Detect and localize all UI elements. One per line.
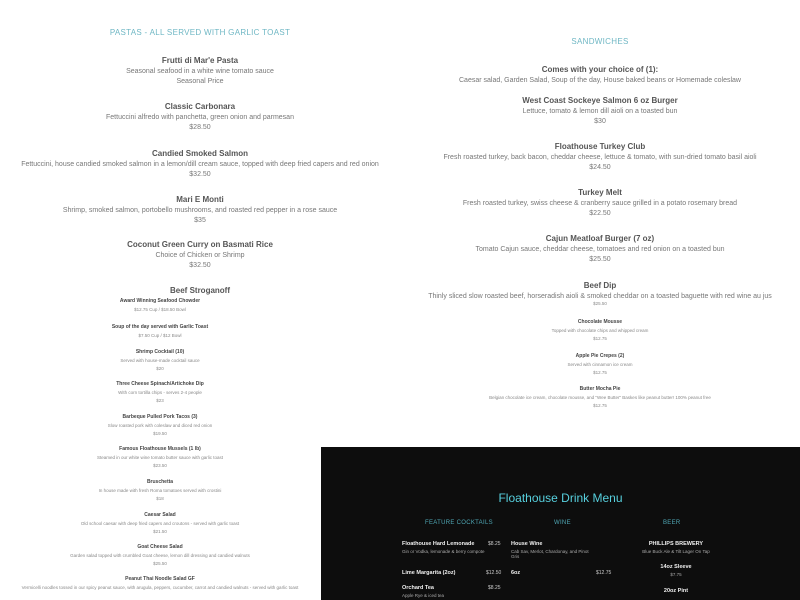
item-name: Award Winning Seafood Chowder [119, 298, 201, 304]
drink-desc: Cab Sav, Merlot, Chardonay, and Pinot Gris [511, 549, 589, 559]
item-name: Peanut Thai Noodle Salad GF [125, 576, 195, 582]
drink-price: $12.50 [486, 570, 502, 576]
item-desc: Served with house-made cocktail sauce [120, 358, 200, 363]
pastas-menu-panel [0, 0, 400, 296]
item-desc: Vermicelli noodles tossed in our spicy peanut sauce, with arugula, peppers, cucumber, carrot and candied walnuts - served with garlic toast [21, 585, 299, 590]
drink-item [402, 570, 455, 576]
item-desc: Fresh roasted turkey, swiss cheese & cranberry sauce grilled in a potato rosemary bread [462, 200, 738, 207]
item-desc: Garden salad topped with crumbled Goat cheese, lemon dill dressing and candied walnuts [70, 553, 250, 558]
item-name: Cajun Meatloaf Burger (7 oz) [545, 234, 655, 243]
item-price: $21.50 [153, 529, 167, 534]
menu-item [0, 576, 320, 590]
item-desc: In house made with fresh Roma tomatoes served with crostini [98, 488, 222, 493]
item-name: Barbeque Pulled Pork Tacos (3) [122, 414, 198, 420]
menu-item [0, 512, 320, 534]
drink-name: Lime Margarita (2oz) [402, 570, 456, 576]
menu-item [400, 234, 800, 263]
item-price: $20 [156, 366, 164, 371]
item-desc: Caesar salad, Garden Salad, Soup of the day, House baked beans or Homemade coleslaw [459, 77, 741, 84]
menu-item [400, 65, 800, 84]
menu-item [0, 240, 400, 269]
item-name: Turkey Melt [578, 188, 622, 197]
item-price: $22.50 [589, 210, 611, 217]
drink-item [402, 541, 502, 554]
drink-item [621, 564, 731, 577]
menu-item [0, 349, 320, 371]
menu-item [400, 386, 800, 408]
drink-name: 6oz [511, 570, 521, 576]
drink-desc: Gin or Vodka, lemonade & berry compote [402, 549, 485, 554]
item-price: $25.50 [589, 256, 611, 263]
menu-item [0, 56, 400, 85]
item-name: Chocolate Mousse [577, 319, 623, 325]
drink-name: House Wine [511, 541, 543, 547]
item-desc: Fettuccini alfredo with panchetta, green onion and parmesan [106, 114, 294, 121]
item-name: Candied Smoked Salmon [151, 149, 249, 158]
item-price: Seasonal Price [176, 78, 224, 85]
section-title: SANDWICHES [571, 37, 629, 46]
drink-name: Orchard Tea [402, 585, 434, 591]
item-name: Mari E Monti [176, 195, 224, 204]
item-name: Coconut Green Curry on Basmati Rice [127, 240, 273, 249]
drink-item [621, 588, 731, 594]
menu-item [400, 301, 800, 306]
drink-item [511, 570, 520, 576]
item-desc: Fresh roasted turkey, back bacon, cheddar cheese, lettuce & tomato, with sun-dried tomato basil aioli [443, 154, 757, 161]
column-title-cocktails: FEATURE COCKTAILS [425, 520, 493, 526]
item-name: Beef Dip [583, 281, 617, 290]
menu-item [0, 324, 320, 338]
drink-menu-title: Floathouse Drink Menu [498, 491, 623, 505]
item-price: $24.50 [589, 164, 611, 171]
item-name: Apple Pie Crepes (2) [575, 353, 625, 359]
item-desc: Served with cinnamon ice cream [567, 362, 633, 367]
item-price: $35 [194, 217, 206, 224]
item-name: Three Cheese Spinach/Artichoke Dip [116, 381, 204, 387]
item-name: Butter Mocha Pie [579, 386, 621, 392]
item-name: Shrimp Cocktail (10) [135, 349, 185, 355]
drink-desc: $7.75 [670, 572, 682, 577]
sandwiches-menu-panel [400, 0, 800, 300]
item-name: West Coast Sockeye Salmon 6 oz Burger [522, 96, 678, 105]
drink-item [511, 541, 597, 559]
item-desc: Lettuce, tomato & lemon dill aioli on a toasted bun [522, 108, 678, 115]
item-price: $28.50 [189, 124, 211, 131]
item-desc: Seasonal seafood in a white wine tomato sauce [126, 68, 274, 75]
item-desc: Choice of Chicken or Shrimp [155, 252, 245, 259]
item-price: $30 [594, 118, 606, 125]
item-name: Bruschetta [146, 479, 174, 485]
menu-item [0, 286, 400, 295]
menu-item [0, 381, 320, 403]
item-price: $12.75 Cup / $18.50 Bowl [134, 307, 186, 312]
drink-menu-panel [321, 447, 800, 600]
item-price: $12.75 [593, 336, 607, 341]
item-desc: Fettuccini, house candied smoked salmon in a lemon/dill cream sauce, topped with deep fried capers and red onion [21, 161, 379, 168]
menu-item [400, 319, 800, 341]
item-desc: Belgian chocolate ice cream, chocolate mousse, and "Wee Butter" Baskes like peanut butter! 100% peanut free [489, 395, 711, 400]
item-desc: Tomato Cajun sauce, cheddar cheese, tomatoes and red onion on a toasted bun [475, 246, 725, 253]
menu-item [400, 96, 800, 125]
section-title: PASTAS - ALL SERVED WITH GARLIC TOAST [109, 28, 291, 37]
drink-price: $12.75 [596, 570, 612, 576]
menu-item [400, 353, 800, 375]
drink-name: Floathouse Hard Lemonade [402, 541, 475, 547]
column-title-beer: BEER [663, 520, 681, 526]
item-price: $7.50 Cup / $12 Bowl [138, 333, 182, 338]
menu-item [0, 544, 320, 566]
item-desc: Steamed in our white wine tomato butter sauce with garlic toast [96, 455, 224, 460]
item-price: $12.75 [593, 403, 607, 408]
item-price: $25.50 [153, 561, 167, 566]
drink-name: 20oz Pint [663, 588, 689, 594]
item-price: $25.50 [593, 301, 607, 306]
item-price: $19.50 [153, 431, 167, 436]
menu-item [0, 149, 400, 178]
menu-item [0, 298, 320, 312]
drink-price: $8.25 [488, 585, 501, 591]
item-price: $32.50 [189, 262, 211, 269]
drink-price: $8.25 [488, 541, 501, 547]
item-name: Comes with your choice of (1): [541, 65, 659, 74]
item-name: Famous Floathouse Mussels (1 lb) [119, 446, 201, 452]
item-name: Floathouse Turkey Club [554, 142, 646, 151]
item-name: Goat Cheese Salad [137, 544, 183, 550]
item-price: $23 [156, 398, 164, 403]
item-name: Frutti di Mar'e Pasta [161, 56, 239, 65]
drink-item [402, 585, 444, 598]
drink-item [621, 541, 731, 554]
item-price: $32.50 [189, 171, 211, 178]
desserts-menu-panel [400, 296, 800, 446]
item-price: $12.75 [593, 370, 607, 375]
item-desc: Topped with chocolate chips and whipped cream [551, 328, 649, 333]
menu-item [0, 195, 400, 224]
menu-item [0, 102, 400, 131]
menu-item [400, 188, 800, 217]
menu-item [0, 479, 320, 501]
item-name: Classic Carbonara [164, 102, 236, 111]
menu-item [400, 142, 800, 171]
item-name: Soup of the day served with Garlic Toast [111, 324, 209, 330]
item-desc: Shrimp, smoked salmon, portobello mushrooms, and roasted red pepper in a rose sauce [62, 207, 338, 214]
item-price: $23.50 [153, 463, 167, 468]
item-desc: Slow roasted pork with coleslaw and diced red onion [107, 423, 213, 428]
drink-name: 14oz Sleeve [660, 564, 692, 570]
item-desc: Thinly sliced slow roasted beef, horseradish aioli & smoked cheddar on a toasted baguette with red wine au jus [428, 293, 772, 300]
drink-desc: Blue Buck Ale & Tilt Lager On Tap [642, 549, 710, 554]
item-desc: Old school caesar with deep fried capers and croutons - served with garlic toast [80, 521, 240, 526]
column-title-wine: WINE [554, 520, 571, 526]
item-price: $18 [156, 496, 164, 501]
drink-name: PHILLIPS BREWERY [648, 541, 704, 547]
menu-item [0, 446, 320, 468]
menu-item [0, 414, 320, 436]
item-desc: With corn tortilla chips - serves 2-4 people [118, 390, 202, 395]
item-name: Beef Stroganoff [170, 286, 230, 295]
appetizers-menu-panel [0, 296, 320, 600]
drink-desc: Apple Rye & iced tea [402, 593, 445, 598]
item-name: Caesar Salad [144, 512, 176, 518]
